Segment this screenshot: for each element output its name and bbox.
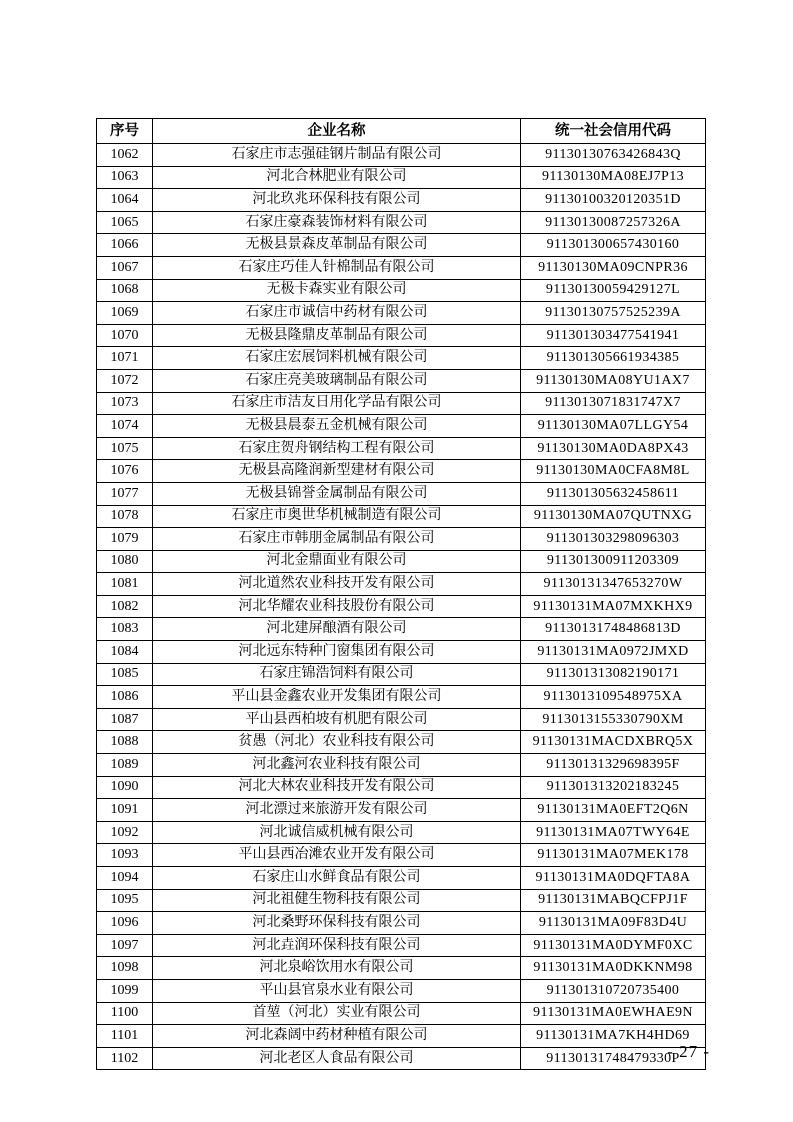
cell-credit-code: 91130130059429127L	[521, 279, 706, 302]
cell-company-name: 河北森阔中药材种植有限公司	[153, 1025, 521, 1048]
cell-serial-number: 1063	[97, 166, 153, 189]
table-row	[97, 528, 706, 551]
table-row	[97, 256, 706, 279]
table-row	[97, 708, 706, 731]
cell-serial-number: 1076	[97, 460, 153, 483]
cell-serial-number: 1095	[97, 889, 153, 912]
cell-company-name: 河北祖健生物科技有限公司	[153, 889, 521, 912]
table-header	[97, 119, 706, 144]
cell-credit-code: 9113013071831747X7	[521, 392, 706, 415]
cell-credit-code: 91130131748479330P	[521, 1047, 706, 1070]
cell-credit-code: 91130130087257326A	[521, 211, 706, 234]
cell-company-name: 河北华耀农业科技股份有限公司	[153, 595, 521, 618]
cell-serial-number: 1088	[97, 731, 153, 754]
cell-serial-number: 1086	[97, 686, 153, 709]
cell-serial-number: 1097	[97, 934, 153, 957]
cell-company-name: 无极县锦誉金属制品有限公司	[153, 482, 521, 505]
cell-serial-number: 1092	[97, 821, 153, 844]
cell-company-name: 石家庄锦浩饲料有限公司	[153, 663, 521, 686]
cell-credit-code: 91130130MA0CFA8M8L	[521, 460, 706, 483]
cell-company-name: 河北诚信威机械有限公司	[153, 821, 521, 844]
table-row	[97, 324, 706, 347]
cell-company-name: 石家庄巧佳人针棉制品有限公司	[153, 256, 521, 279]
cell-company-name: 河北漂过来旅游开发有限公司	[153, 799, 521, 822]
cell-serial-number: 1101	[97, 1025, 153, 1048]
cell-serial-number: 1081	[97, 573, 153, 596]
cell-company-name: 河北大林农业科技开发有限公司	[153, 776, 521, 799]
company-table-body	[97, 144, 706, 1070]
table-row	[97, 1047, 706, 1070]
cell-credit-code: 9113013109548975XA	[521, 686, 706, 709]
cell-credit-code: 911301313082190171	[521, 663, 706, 686]
cell-credit-code: 91130130MA07QUTNXG	[521, 505, 706, 528]
cell-company-name: 无极县隆鼎皮革制品有限公司	[153, 324, 521, 347]
cell-company-name: 石家庄山水鲜食品有限公司	[153, 867, 521, 890]
cell-serial-number: 1100	[97, 1002, 153, 1025]
table-row	[97, 505, 706, 528]
cell-credit-code: 91130130MA09CNPR36	[521, 256, 706, 279]
cell-serial-number: 1066	[97, 234, 153, 257]
table-row	[97, 369, 706, 392]
cell-serial-number: 1079	[97, 528, 153, 551]
cell-serial-number: 1087	[97, 708, 153, 731]
cell-company-name: 河北老区人食品有限公司	[153, 1047, 521, 1070]
cell-credit-code: 91130131MA0DKKNM98	[521, 957, 706, 980]
cell-credit-code: 91130131MA7KH4HD69	[521, 1025, 706, 1048]
cell-company-name: 无极卡森实业有限公司	[153, 279, 521, 302]
cell-serial-number: 1098	[97, 957, 153, 980]
cell-credit-code: 911301305632458611	[521, 482, 706, 505]
table-row	[97, 844, 706, 867]
table-row	[97, 618, 706, 641]
cell-serial-number: 1069	[97, 302, 153, 325]
cell-credit-code: 91130131347653270W	[521, 573, 706, 596]
cell-company-name: 石家庄市韩朋金属制品有限公司	[153, 528, 521, 551]
cell-credit-code: 91130130MA0DA8PX43	[521, 437, 706, 460]
table-row	[97, 550, 706, 573]
cell-serial-number: 1077	[97, 482, 153, 505]
cell-serial-number: 1085	[97, 663, 153, 686]
cell-company-name: 河北泉峪饮用水有限公司	[153, 957, 521, 980]
table-row	[97, 867, 706, 890]
cell-serial-number: 1090	[97, 776, 153, 799]
table-row	[97, 1002, 706, 1025]
cell-credit-code: 911301313202183245	[521, 776, 706, 799]
cell-company-name: 河北桑野环保科技有限公司	[153, 912, 521, 935]
cell-serial-number: 1064	[97, 189, 153, 212]
cell-serial-number: 1089	[97, 754, 153, 777]
cell-company-name: 石家庄市诚信中药材有限公司	[153, 302, 521, 325]
cell-company-name: 贫愚（河北）农业科技有限公司	[153, 731, 521, 754]
cell-company-name: 无极县高隆润新型建材有限公司	[153, 460, 521, 483]
table-row	[97, 731, 706, 754]
cell-credit-code: 91130100320120351D	[521, 189, 706, 212]
cell-company-name: 河北玖兆环保科技有限公司	[153, 189, 521, 212]
cell-company-name: 无极县晨泰五金机械有限公司	[153, 415, 521, 438]
cell-credit-code: 91130130MA07LLGY54	[521, 415, 706, 438]
cell-company-name: 石家庄豪森装饰材料有限公司	[153, 211, 521, 234]
table-row	[97, 979, 706, 1002]
cell-company-name: 河北合林肥业有限公司	[153, 166, 521, 189]
cell-company-name: 石家庄市洁友日用化学品有限公司	[153, 392, 521, 415]
cell-credit-code: 91130131MA0972JMXD	[521, 641, 706, 664]
cell-serial-number: 1074	[97, 415, 153, 438]
cell-serial-number: 1084	[97, 641, 153, 664]
table-row	[97, 211, 706, 234]
cell-credit-code: 91130130MA08YU1AX7	[521, 369, 706, 392]
cell-serial-number: 1096	[97, 912, 153, 935]
cell-serial-number: 1093	[97, 844, 153, 867]
cell-serial-number: 1073	[97, 392, 153, 415]
cell-credit-code: 91130131MABQCFPJ1F	[521, 889, 706, 912]
cell-serial-number: 1094	[97, 867, 153, 890]
cell-company-name: 平山县官泉水业有限公司	[153, 979, 521, 1002]
cell-company-name: 河北金鼎面业有限公司	[153, 550, 521, 573]
cell-company-name: 无极县景森皮革制品有限公司	[153, 234, 521, 257]
cell-serial-number: 1070	[97, 324, 153, 347]
cell-serial-number: 1068	[97, 279, 153, 302]
cell-serial-number: 1083	[97, 618, 153, 641]
table-row	[97, 415, 706, 438]
cell-company-name: 首堃（河北）实业有限公司	[153, 1002, 521, 1025]
table-row	[97, 912, 706, 935]
cell-credit-code: 911301303477541941	[521, 324, 706, 347]
cell-credit-code: 91130131MACDXBRQ5X	[521, 731, 706, 754]
cell-credit-code: 91130131MA0EFT2Q6N	[521, 799, 706, 822]
table-row	[97, 189, 706, 212]
table-row	[97, 302, 706, 325]
cell-serial-number: 1082	[97, 595, 153, 618]
table-row	[97, 392, 706, 415]
table-row	[97, 573, 706, 596]
company-table	[96, 118, 706, 1070]
cell-serial-number: 1099	[97, 979, 153, 1002]
cell-credit-code: 911301310720735400	[521, 979, 706, 1002]
cell-company-name: 河北建屏酿酒有限公司	[153, 618, 521, 641]
page-number: - 27 -	[667, 1042, 710, 1061]
cell-company-name: 石家庄市奥世华机械制造有限公司	[153, 505, 521, 528]
cell-credit-code: 91130130MA08EJ7P13	[521, 166, 706, 189]
cell-serial-number: 1072	[97, 369, 153, 392]
table-row	[97, 934, 706, 957]
cell-company-name: 平山县金鑫农业开发集团有限公司	[153, 686, 521, 709]
cell-serial-number: 1062	[97, 144, 153, 167]
table-row	[97, 144, 706, 167]
cell-credit-code: 91130131329698395F	[521, 754, 706, 777]
cell-company-name: 河北道然农业科技开发有限公司	[153, 573, 521, 596]
cell-credit-code: 911301300911203309	[521, 550, 706, 573]
table-row	[97, 460, 706, 483]
cell-serial-number: 1078	[97, 505, 153, 528]
table-header-row	[97, 119, 706, 144]
cell-company-name: 石家庄贺舟钢结构工程有限公司	[153, 437, 521, 460]
cell-company-name: 石家庄亮美玻璃制品有限公司	[153, 369, 521, 392]
cell-credit-code: 91130131748486813D	[521, 618, 706, 641]
table-row	[97, 889, 706, 912]
table-row	[97, 595, 706, 618]
table-row	[97, 957, 706, 980]
cell-serial-number: 1067	[97, 256, 153, 279]
cell-credit-code: 911301303298096303	[521, 528, 706, 551]
cell-credit-code: 91130131MA07MXKHX9	[521, 595, 706, 618]
cell-serial-number: 1065	[97, 211, 153, 234]
cell-company-name: 石家庄市志强硅钢片制品有限公司	[153, 144, 521, 167]
cell-company-name: 河北远东特种门窗集团有限公司	[153, 641, 521, 664]
cell-credit-code: 91130130757525239A	[521, 302, 706, 325]
table-row	[97, 482, 706, 505]
table-row	[97, 437, 706, 460]
cell-company-name: 平山县西柏坡有机肥有限公司	[153, 708, 521, 731]
table-row	[97, 663, 706, 686]
cell-credit-code: 9113013155330790XM	[521, 708, 706, 731]
table-row	[97, 234, 706, 257]
cell-company-name: 石家庄宏展饲料机械有限公司	[153, 347, 521, 370]
cell-serial-number: 1075	[97, 437, 153, 460]
cell-credit-code: 91130131MA07TWY64E	[521, 821, 706, 844]
cell-credit-code: 91130130763426843Q	[521, 144, 706, 167]
cell-credit-code: 911301300657430160	[521, 234, 706, 257]
cell-serial-number: 1071	[97, 347, 153, 370]
table-row	[97, 641, 706, 664]
cell-credit-code: 91130131MA0EWHAE9N	[521, 1002, 706, 1025]
cell-company-name: 河北垚润环保科技有限公司	[153, 934, 521, 957]
cell-company-name: 平山县西冶滩农业开发有限公司	[153, 844, 521, 867]
table-row	[97, 799, 706, 822]
cell-serial-number: 1102	[97, 1047, 153, 1070]
table-row	[97, 347, 706, 370]
header-company-name: 企业名称	[153, 119, 521, 144]
table-row	[97, 821, 706, 844]
cell-credit-code: 91130131MA09F83D4U	[521, 912, 706, 935]
table-row	[97, 279, 706, 302]
table-row	[97, 1025, 706, 1048]
cell-company-name: 河北鑫河农业科技有限公司	[153, 754, 521, 777]
table-row	[97, 754, 706, 777]
header-credit-code: 统一社会信用代码	[521, 119, 706, 144]
table-row	[97, 166, 706, 189]
table-row	[97, 776, 706, 799]
header-serial-number: 序号	[97, 119, 153, 144]
cell-credit-code: 91130131MA07MEK178	[521, 844, 706, 867]
cell-credit-code: 911301305661934385	[521, 347, 706, 370]
cell-credit-code: 91130131MA0DQFTA8A	[521, 867, 706, 890]
cell-credit-code: 91130131MA0DYMF0XC	[521, 934, 706, 957]
table-row	[97, 686, 706, 709]
cell-serial-number: 1080	[97, 550, 153, 573]
cell-serial-number: 1091	[97, 799, 153, 822]
